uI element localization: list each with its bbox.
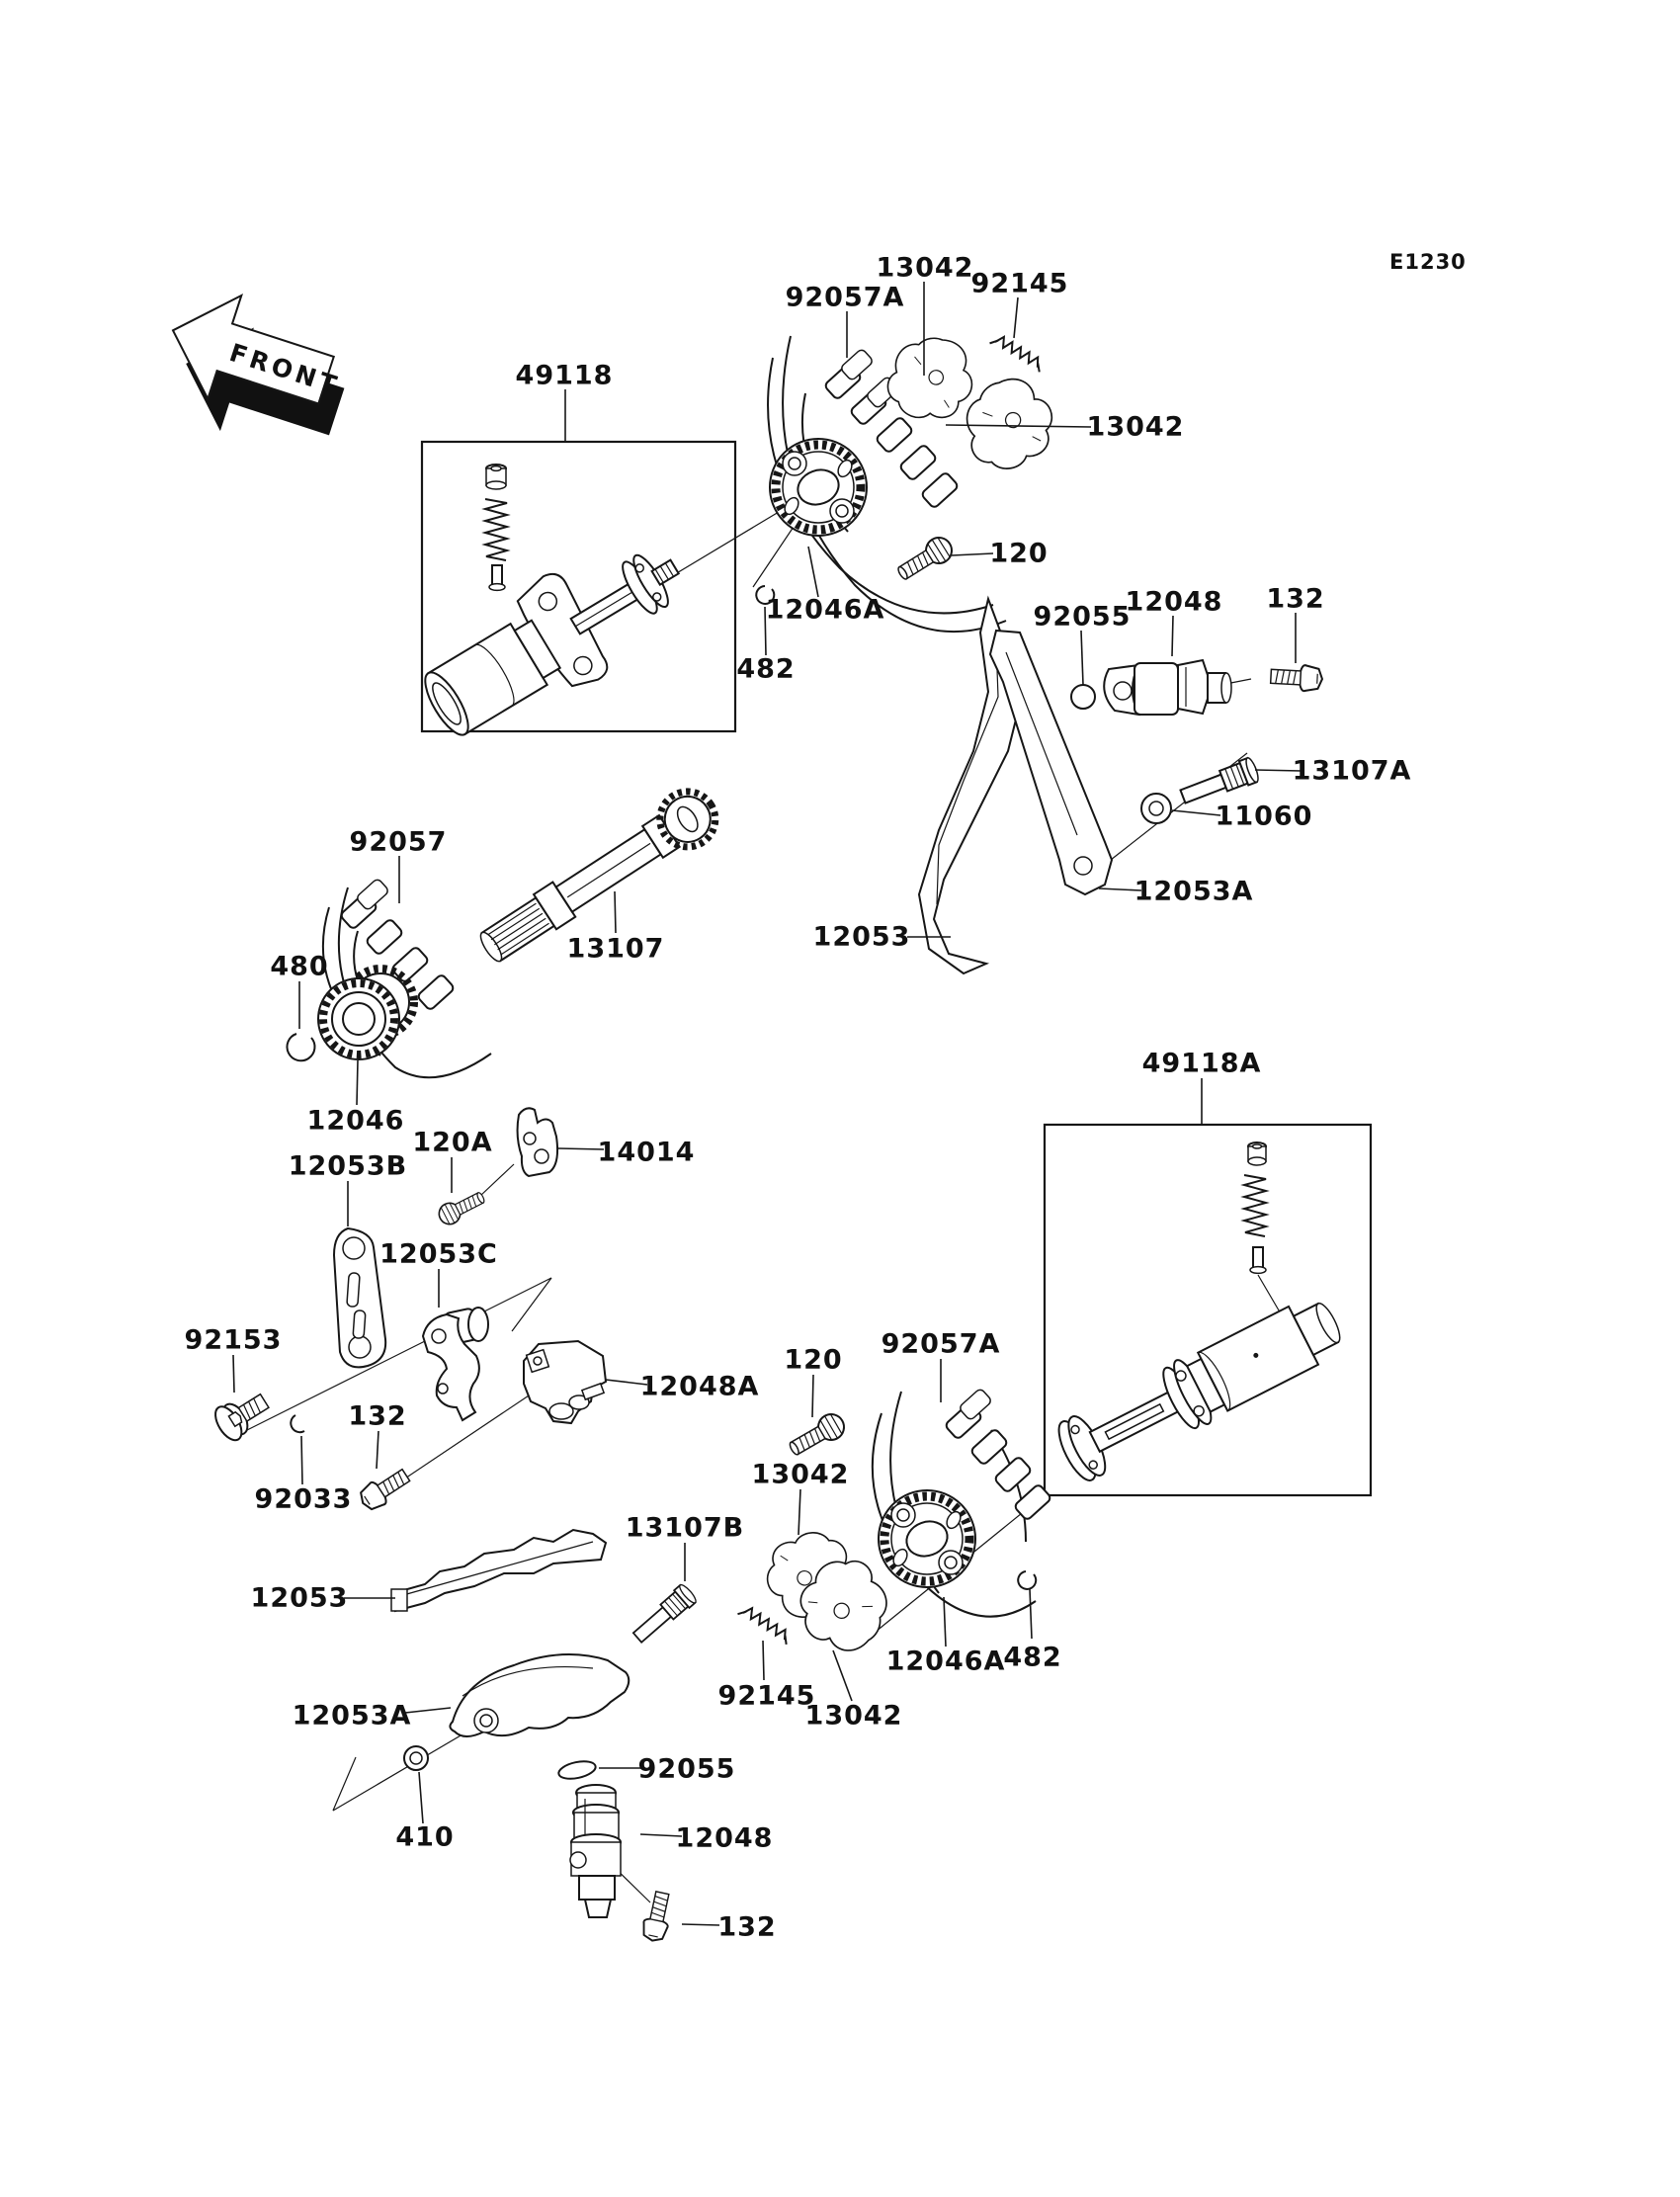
tensioner-12048-top — [1104, 660, 1231, 715]
leader-92055-1 — [1081, 631, 1083, 685]
part-label-12048A: 12048A — [639, 1371, 760, 1402]
part-label-49118A: 49118A — [1141, 1048, 1262, 1079]
o-ring-482-bottom — [1018, 1571, 1036, 1589]
part-label-12053C: 12053C — [379, 1238, 498, 1270]
part-label-13107B: 13107B — [625, 1512, 745, 1544]
bolt-92153 — [210, 1385, 275, 1444]
bolt-132-top — [1270, 663, 1322, 692]
part-label-120-1: 120 — [989, 538, 1049, 569]
tensioner-12048-bottom — [570, 1785, 621, 1917]
weight-spring-top — [990, 332, 1046, 373]
leader-92145-2 — [763, 1641, 764, 1680]
leader-92145-1 — [1014, 297, 1018, 338]
part-label-92145-1: 92145 — [970, 268, 1069, 299]
part-label-12048-1: 12048 — [1125, 586, 1223, 618]
part-label-482-1: 482 — [736, 653, 796, 685]
bolt-132-mid — [356, 1465, 413, 1514]
part-label-92057: 92057 — [349, 826, 448, 858]
part-label-92057A-1: 92057A — [785, 282, 905, 313]
part-label-49118: 49118 — [515, 360, 614, 391]
leader-13042-3 — [798, 1489, 800, 1535]
bolt-13107B — [630, 1583, 698, 1647]
leader-12046 — [357, 1060, 358, 1105]
part-label-132-1: 132 — [1266, 583, 1325, 615]
bolt-120-top — [893, 533, 957, 585]
leader-92033 — [301, 1436, 302, 1484]
ring-92033 — [291, 1415, 304, 1432]
leader-132-3 — [682, 1924, 719, 1925]
cam-weight-top-left — [882, 330, 980, 427]
leader-lines — [233, 282, 1302, 1925]
leader-12046A-2 — [944, 1597, 946, 1647]
tensioner-body-12048A — [524, 1341, 606, 1423]
weight-spring-bottom — [737, 1603, 793, 1645]
bolt-120-bottom — [786, 1409, 849, 1461]
part-label-12046A-2: 12046A — [885, 1646, 1006, 1677]
tensioner-spring-49118A — [1244, 1175, 1266, 1236]
leader-120-1 — [952, 553, 993, 555]
washer-410 — [404, 1746, 428, 1770]
part-label-120A: 120A — [412, 1127, 493, 1158]
part-label-12046: 12046 — [306, 1105, 405, 1137]
bracket-14014 — [518, 1108, 558, 1176]
leader-12046A-1 — [808, 547, 818, 597]
chain-guide-12053A-top — [990, 631, 1112, 894]
part-label-13107A: 13107A — [1292, 755, 1412, 787]
part-label-12053B: 12053B — [288, 1150, 408, 1182]
part-label-480: 480 — [270, 951, 329, 982]
part-label-92057A-2: 92057A — [881, 1328, 1001, 1360]
part-label-410: 410 — [395, 1821, 455, 1853]
leader-120-2 — [812, 1375, 813, 1417]
washer-11060 — [1141, 794, 1171, 823]
cam-sprocket-bottom — [879, 1490, 975, 1587]
leader-92153 — [233, 1355, 234, 1393]
leader-482-2 — [1030, 1589, 1032, 1639]
leader-13107 — [615, 891, 616, 933]
part-label-12053-1: 12053 — [812, 921, 911, 953]
part-label-13042-2: 13042 — [1086, 411, 1185, 443]
leader-410 — [419, 1772, 423, 1823]
part-label-92055-1: 92055 — [1033, 601, 1132, 633]
bolt-120A — [436, 1187, 488, 1227]
tensioner-arm-12053C — [423, 1308, 488, 1420]
part-label-11060: 11060 — [1215, 801, 1313, 832]
part-label-12053A-2: 12053A — [292, 1700, 412, 1732]
part-label-14014: 14014 — [597, 1137, 696, 1168]
part-label-132-2: 132 — [348, 1400, 407, 1432]
leader-12048-1 — [1172, 616, 1173, 656]
o-ring-92055-top — [1071, 685, 1095, 709]
chain-guide-12053-bottom — [391, 1530, 606, 1611]
tensioner-spring-49118 — [485, 499, 507, 560]
camshaft-assy-49118 — [405, 465, 704, 759]
fiche-code: E1230 — [1389, 250, 1467, 274]
chain-guide-12053A-bottom — [450, 1654, 629, 1736]
leader-13042-4 — [833, 1650, 852, 1701]
o-ring-92055-bottom — [557, 1758, 597, 1782]
snap-ring-480 — [287, 1034, 314, 1060]
front-arrow-text: FRONT — [225, 338, 344, 401]
chain-guide-12053B — [334, 1228, 385, 1367]
part-label-13042-4: 13042 — [804, 1700, 903, 1732]
part-label-12046A-1: 12046A — [765, 594, 885, 626]
part-label-92153: 92153 — [184, 1324, 283, 1356]
part-label-13042-1: 13042 — [876, 252, 974, 284]
front-arrow — [148, 279, 362, 464]
part-label-12053-2: 12053 — [250, 1582, 349, 1614]
leader-11060 — [1172, 810, 1220, 815]
part-label-92033: 92033 — [254, 1483, 353, 1515]
part-label-13042-3: 13042 — [751, 1459, 850, 1490]
part-label-132-3: 132 — [717, 1911, 777, 1943]
part-label-12053A-1: 12053A — [1134, 876, 1254, 907]
part-label-92145-2: 92145 — [717, 1680, 816, 1712]
camshaft-assy-49118A — [1050, 1142, 1351, 1488]
leader-132-2 — [377, 1431, 378, 1469]
leader-12053A-2 — [405, 1708, 451, 1713]
part-label-13107: 13107 — [566, 933, 665, 965]
part-label-120-2: 120 — [784, 1344, 843, 1376]
part-label-482-2: 482 — [1003, 1642, 1062, 1673]
balancer-gear-12046 — [318, 969, 414, 1059]
part-label-92055-2: 92055 — [637, 1753, 736, 1785]
part-label-12048-2: 12048 — [675, 1822, 774, 1854]
